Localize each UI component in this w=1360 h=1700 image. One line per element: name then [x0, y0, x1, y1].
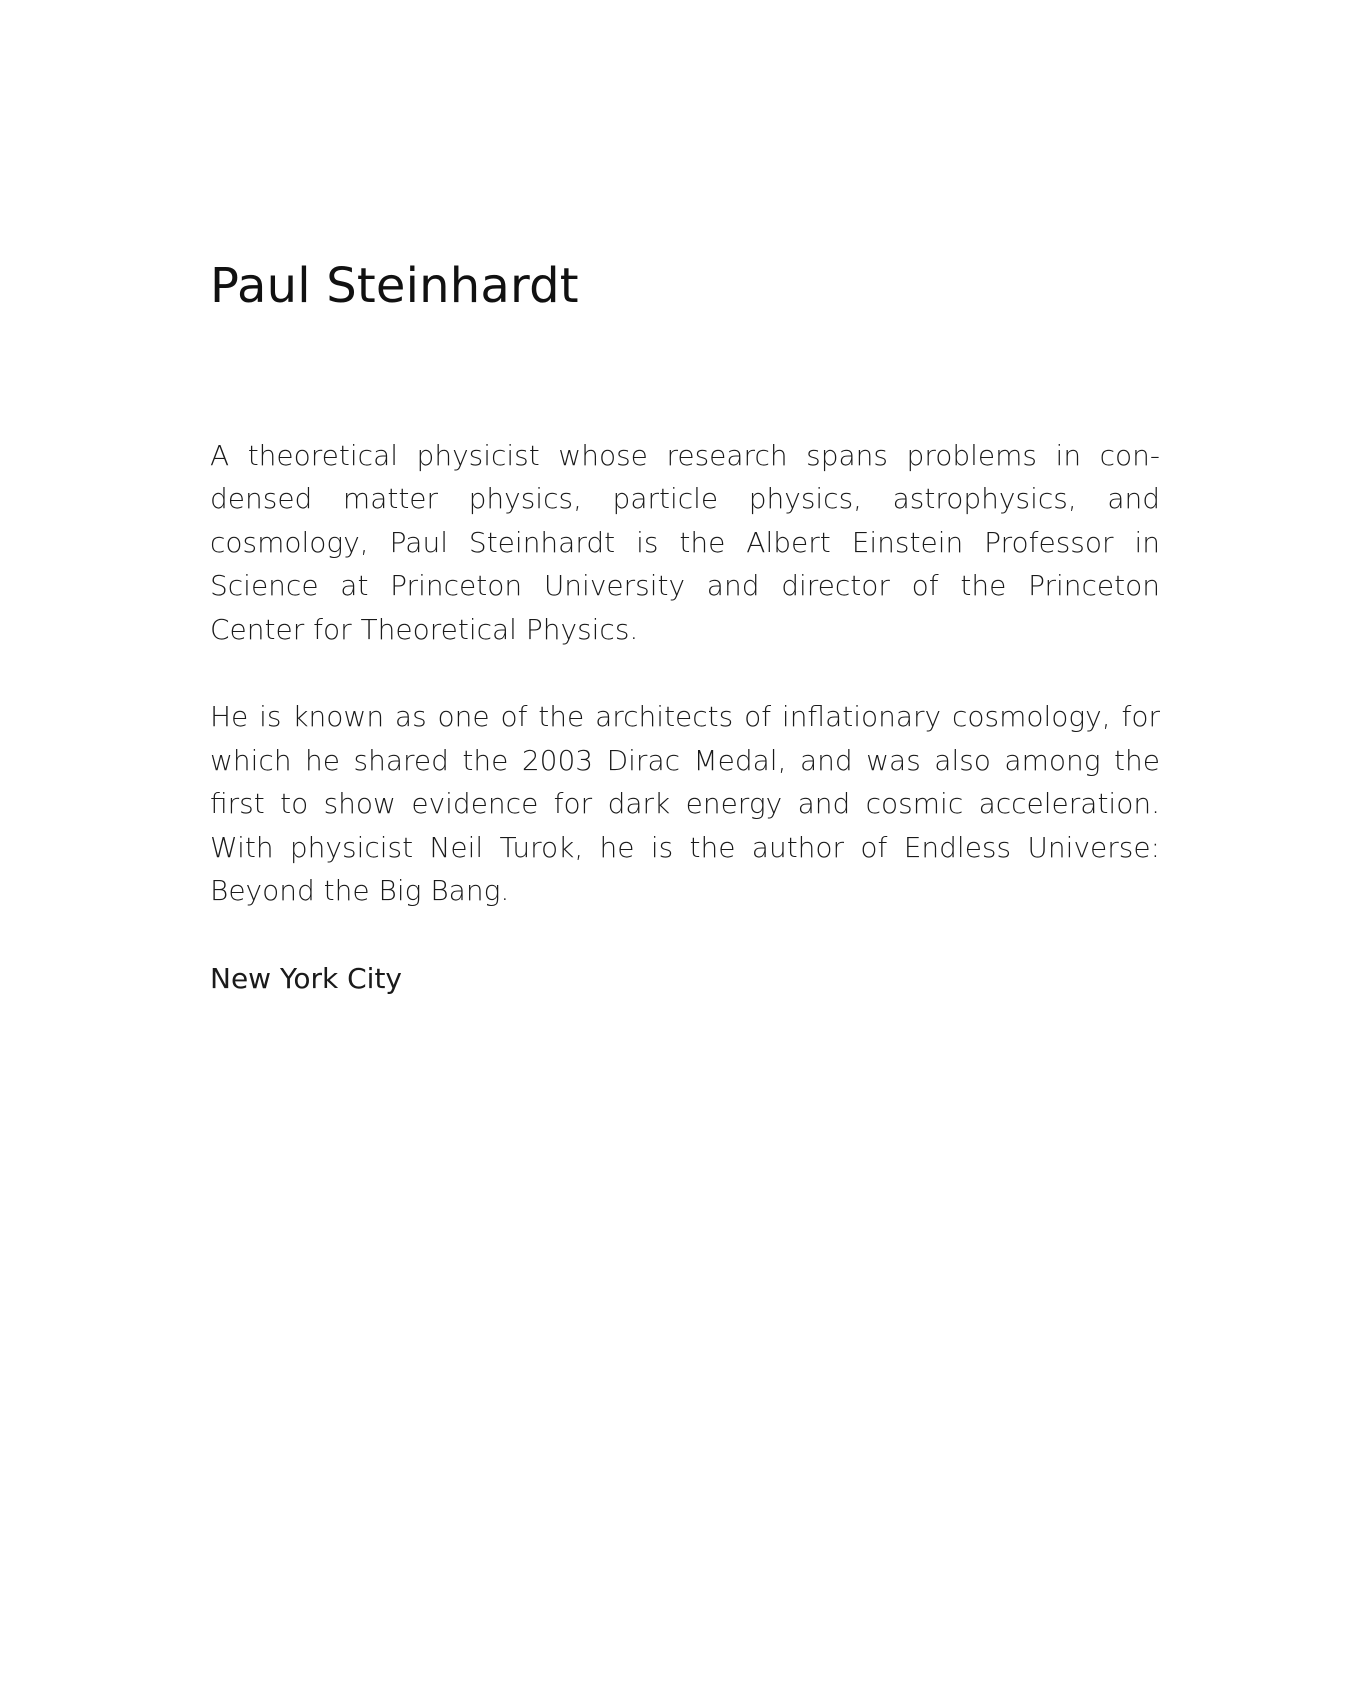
contributor-name: Paul Steinhardt [210, 258, 579, 314]
contributor-bio [210, 434, 1160, 1001]
contributor-location: New York City [210, 961, 402, 995]
contributor-page [210, 258, 1160, 1000]
bio-paragraph-1: A theoretical physicist whose research spans problems in condensed matter physics, particle physics, astrophysics, and cosmology, Paul Steinhardt is the Albert Einstein Professor in Science at Princeton University and director of the Princeton Center for Theoretical Physics. [210, 438, 1160, 646]
bio-paragraph-2: He is known as one of the architects of inflationary cosmology, for which he shared the 2003 Dirac Medal, and was also among the first to show evidence for dark energy and cosmic acceleration. With physicist Neil Turok, he is the author of Endless Universe: Beyond the Big Bang. [210, 700, 1160, 908]
